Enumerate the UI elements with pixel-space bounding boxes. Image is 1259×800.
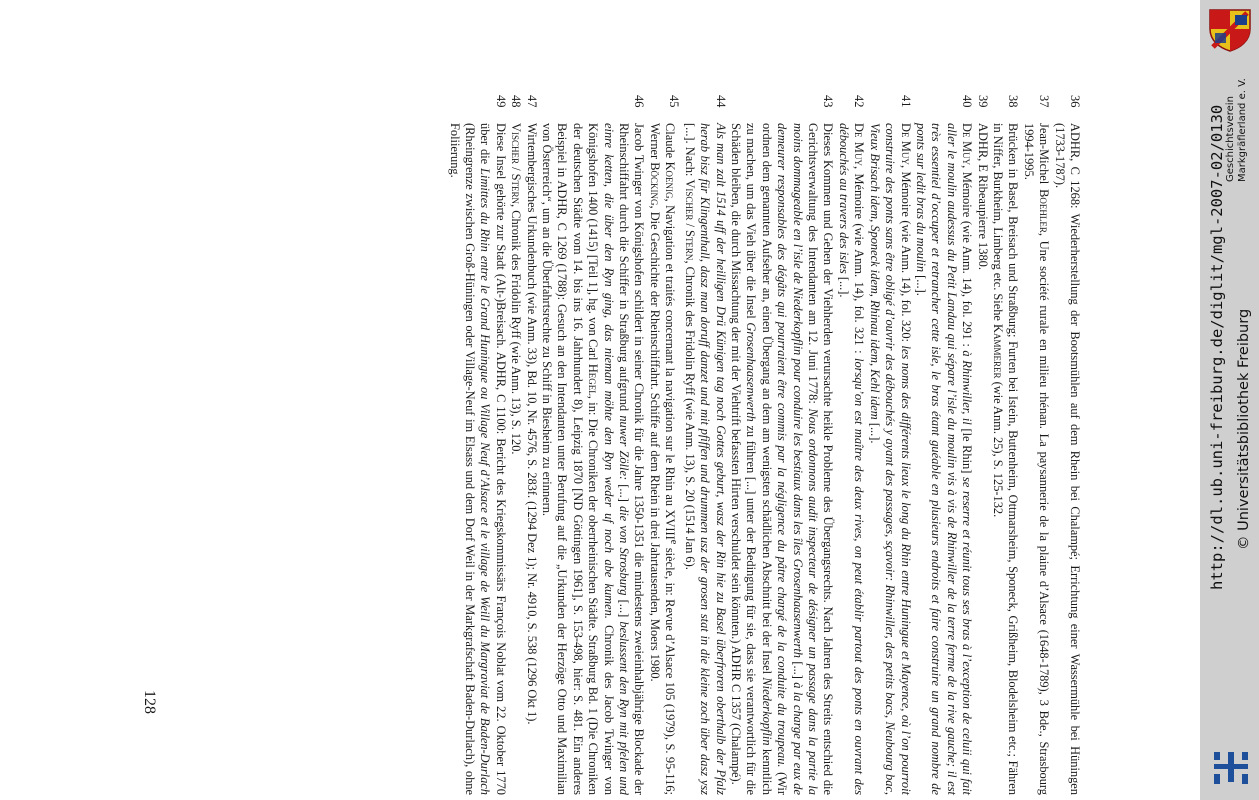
footnote xyxy=(836,95,867,795)
footnote-number: 42 xyxy=(852,95,867,108)
society-crest-icon xyxy=(1207,7,1253,53)
footnote-text: De Muy, Mémoire (wie Anm. 14), fol. 291 : à Rhinwiller, il [le Rhin] se reserre et réunit tous ses bras à l’exception de celuii qui fait aller le moulin audessus du Petit Landau qui sépare l’isle du moulin vis à vis de Rhinwiller de la terre ferme de la rive gauche; il est très essentiel d’occuper et retrancher cette isle, le bras étant guéable en plusieurs endroits et faire construire un grand nombre de ponts sur ledit bras du moulin [...]. xyxy=(913,123,975,795)
footnote-text: Jean-Michel Boehler, Une société rurale en milieu rhénan. La paysannerie de la plaine d’Alsace (1648-1789), 3 Bde., Strasbourg 1994-1995. xyxy=(1021,123,1052,796)
footnote xyxy=(539,95,647,795)
page-number: 128 xyxy=(141,690,158,714)
footnote-text: Diese Insel gehörte zur Stadt (Alt-)Breisach. ADHR, C 1100: Bericht des Kriegskommissärs François Noblat vom 22. Oktober 1770 über die Limittes du Rhin entre le Grand Huningue ou Village Neuf d’Alsace et le village de Weill du Margraviat de Baden-Durlach (Rheingrenze zwischen Groß-Hüningen oder Village-Neuf im Elsass und dem Dorf Weil in der Markgrafschaft Baden-Durlach), ohne Foliierung. xyxy=(447,123,508,795)
footnote-text: ADHR, E Ribeaupierre 1380. xyxy=(975,123,990,270)
footnote-text: Jacob Twinger von Königshofen schildert in seiner Chronik für die Jahre 1350-1351 die mindestens zweieinhalbjährige Blockade der Rheinschiffahrt durch die Schiffer in Straßburg aufgrund nuwer Zölle: [...] die von Strosburg [...] beslussent den Ryn mit pfelen und einre ketten, die über den Ryn ging, das nieman möhte den Ryn weder uf noch abe kumen. Chronik des Jacob Twinger von Königshofen 1400 (1415) [Teil 1], hg. von Carl Hegel, in: Die Chroniken der oberrheinischen Städte. Straßburg Bd. 1 (Die Chroniken der deutschen Städte vom 14. bis ins 16. Jahrhundert 8), Leipzig 1870 [ND Göttingen 1961], S. 153-498, hier: S. 481. Ein anderes Beispiel in ADHR, C 1269 (1788): Gesuch an den Intendanten unter Berufung auf die „Urkunden der Herzöge Otto und Maximilian von Österreich“, um an die Überfahrtsrechte zu Schiff in Biesheim zu erinnern. xyxy=(540,123,647,795)
copyright-notice: © Universitätsbibliothek Freiburg xyxy=(1236,308,1252,550)
footnote-text: Vischer / Stern, Chronik des Fridolin Ryff (wie Anm. 13), S. 120. xyxy=(509,123,524,455)
footnote-text: Dieses Kommen und Gehen der Viehherden verursachte heikle Probleme des Übergangsrechts. Nach Jahren des Streits entschied die Gerichtsverwaltung des Intendanten am 12. Juni 1778: Nous ordonnons audit inspecteur de désigner un passage dans la partie la moins dommageable en l’isle de Niederkopflin pour conduire les bestiaux dans les îles Grosenhaasenwerth [...] à la charge par eux de demeurer responsables des dégâts qui pourraient être commis par la négligence du pâtre chargé de la conduite du troupeau. (Wir ordnen dem genannten Aufseher an, einen Übergang an dem am wenigsten schädlichen Abschnitt bei der Insel Niederkopflin kenntlich zu machen, um das Vieh über die Insel Grosenhaasenwerth zu führen [...] unter der Bedingung für sie, dass sie verantwortlich für die Schäden bleiben, die durch Missachtung der mit der Viehtrift befassten Hirten verschuldet sein könnten.) ADHR C 1357 (Chalampé). xyxy=(729,123,836,795)
footnote-text: De Muy, Mémoire (wie Anm. 14), fol. 321 : lorsqu’on est maître des deux rives, on peut établir partout des ponts en ouvrant des débouchés au travers des isles [...]. xyxy=(836,123,867,796)
footnote xyxy=(681,95,727,795)
footnote xyxy=(508,95,523,795)
footnote-text: Claude Koenig, Navigation et traités concernant la navigation sur le Rhin au XVIIIe siècle, in: Revue d’Alsace 105 (1979), S. 95-116; Werner Böcking, Die Geschichte der Rheinschiffahrt. Schiffe auf dem Rhein in drei Jahrtausenden, Moers 1980. xyxy=(647,123,680,795)
footnote-number: 41 xyxy=(898,95,913,108)
footnote-text: Brücken in Basel, Breisach und Straßburg; Furten bei Istein, Buttenheim, Ottmarsheim, Sponeck, Grißheim, Blodelsheim etc.; Fähren in Niffer, Burkheim, Limberg etc. Siehe Kammerer (wie Anm. 25), S. 125-132. xyxy=(990,123,1021,795)
footnote-number: 43 xyxy=(821,95,836,108)
footnote-number: 36 xyxy=(1068,95,1082,108)
scanned-page xyxy=(110,0,1090,800)
university-library-logo-icon xyxy=(1208,748,1254,788)
footnote xyxy=(647,95,682,795)
footnote-number: 48 xyxy=(509,95,524,108)
footnote-number: 45 xyxy=(667,95,682,108)
footnote xyxy=(728,95,836,795)
footnote xyxy=(974,95,989,795)
footnote-text: Als man zalt 1514 uff der heilligen Drü Künigen tag noch Gottes geburt, wasz der Rin hie zu Basel überfroren oberthalb der Pfalz herab bisz für Klingenthall, dasz man doruff danzet und mit pfiffen und drummen usz der grosen stat in die kleine zoch über dasz ysz [...]. Nach: Vischer / Stern, Chronik des Fridolin Ryff (wie Anm. 13), S. 20 (1514 Jan 6). xyxy=(682,123,728,795)
footnote-number: 39 xyxy=(975,95,990,108)
footnote-number: 37 xyxy=(1037,95,1052,108)
footnote xyxy=(523,95,538,795)
footnotes-list xyxy=(446,95,1082,795)
document-url-link[interactable]: http://dl.ub.uni-freiburg.de/diglit/mgl-2007-02/0130 xyxy=(1208,104,1226,590)
footnote xyxy=(1051,95,1082,795)
footnote-number: 47 xyxy=(524,95,539,108)
society-name xyxy=(1225,78,1249,182)
footnote xyxy=(446,95,508,795)
footnote xyxy=(866,95,912,795)
footnote-text: ADHR, C 1268: Wiederherstellung der Bootsmühlen auf dem Rhein bei Chalampé; Errichtung einer Wassermühle bei Hüningen (1733-1787). xyxy=(1052,123,1082,795)
footnote xyxy=(913,95,975,795)
society-name-line2: Markgräflerland e. V. xyxy=(1237,78,1248,182)
society-name-line1: Geschichtsverein xyxy=(1225,96,1236,182)
footnote-text: Wirtembergisches Urkundenbuch (wie Anm. 33), Bd. 10, Nr. 4576, S. 283f. (1294 Dez 1); Nr. 4910, S. 538 (1296 Okt 1). xyxy=(524,123,539,725)
footnote xyxy=(1020,95,1051,795)
footnote-number: 44 xyxy=(713,95,728,108)
footnote-number: 38 xyxy=(1006,95,1021,108)
footnote-number: 40 xyxy=(960,95,975,108)
footnote-text: De Muy, Mémoire (wie Anm. 14), fol. 320: les noms des différents lieux le long du Rhin entre Huningue et Mayence, où l’on pourroit construire des ponts sans être obligé d’ouvrir des débouchés y ayant des passages, sçavoir: Rhinwiller, des petits bacs, Neubourg bac, Vieux Brisach idem, Sponeck idem, Rhinau idem, Kehl idem [...]. xyxy=(867,123,913,795)
footnote-number: 46 xyxy=(632,95,647,108)
footnote xyxy=(990,95,1021,795)
footnote-number: 49 xyxy=(493,95,508,108)
